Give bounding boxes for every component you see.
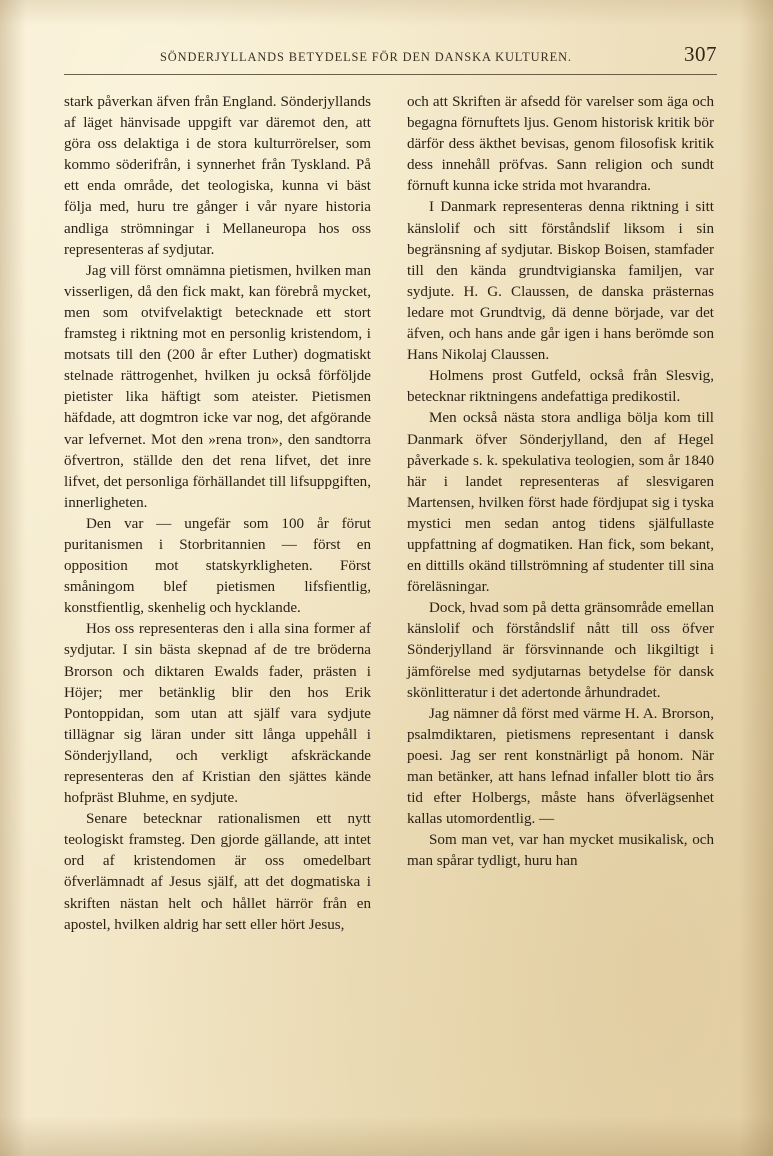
page-header <box>64 42 717 74</box>
column-right <box>407 92 714 1100</box>
paragraph: Den var — ungefär som 100 år förut puritanismen i Storbritannien — först en opposition mot statskyrkligheten. Först småningom blef pietismen lifsfientlig, konstfientlig, skenhelig och hycklande. <box>64 515 371 617</box>
running-head: SÖNDERJYLLANDS BETYDELSE FÖR DEN DANSKA KULTUREN. <box>160 50 572 64</box>
column-left <box>64 92 371 1100</box>
paragraph: I Danmark representeras denna riktning i sitt känslolif och sitt förståndslif liksom i sin begränsning af sydjutar. Biskop Boisen, stamfader till den kända grundtvigianska familjen, var sydjute. H. G. Claussen, de danska prästernas ledare mot Grundtvig, dä denne började, var det äfven, och hans ande går igen i hans berömde son Hans Nikolaj Claussen. <box>407 199 714 364</box>
paragraph: Jag vill först omnämna pietismen, hvilken man visserligen, då den fick makt, kan förebrå mycket, men som otvifvelaktigt betecknade ett stort framsteg i riktning mot en personlig kristendom, i motsats till den (200 år efter Luther) dogmatiskt stelnade rättrogenhet, hvilken ju också förföljde pietister lika häftigt som ateister. Pietismen häfdade, att dogmtron icke var nog, det afgörande var lefvernet. Mot den »rena tron», den sandtorra öfvertron, ställde den det rena lifvet, det inre lifvet, det personliga förhällandet till lifsuppgiften, innerligheten. <box>64 262 371 511</box>
text-columns <box>64 92 717 1100</box>
page-edge-shading-left <box>0 0 26 1156</box>
page-edge-shading-top <box>0 0 773 26</box>
paragraph: Senare betecknar rationalismen ett nytt teologiskt framsteg. Den gjorde gällande, att intet ord af kristendomen är oss omedelbart öfverlämnadt af Jesus själf, att det dogmatiska i skriften nästan helt och hållet härrör från en apostel, hvilken aldrig har sett eller hört Jesus, <box>64 811 371 933</box>
paragraph: Hos oss representeras den i alla sina former af sydjutar. I sin bästa skepnad af de tre bröderna Brorson och diktaren Ewalds fader, prästen i Höjer; mer betänklig blir den hos Erik Pontoppidan, som utan att själf vara sydjute tillägnar sig läran under sitt långa uppehåll i Sönderjylland, och verkligt afskräckande representeras den af Kristian den sjättes kände hofpräst Bluhme, en sydjute. <box>64 621 371 807</box>
paragraph: Holmens prost Gutfeld, också från Slesvig, betecknar riktningens andefattiga predikostil. <box>407 368 714 406</box>
page-number: 307 <box>684 42 717 66</box>
page-edge-shading-bottom <box>0 1116 773 1156</box>
header-rule <box>64 74 717 75</box>
paragraph: stark påverkan äfven från England. Sönderjyllands af läget hänvisade uppgift var däremot den, att göra oss delaktiga i de stora kulturrörelser, som kommo söderifrån, i synnerhet från Tyskland. På ett enda område, det teologiska, kunna vi bäst följa med, huru tre gånger i vår nyare historia andliga strömningar i Mellaneuropa hos oss representeras af sydjutar. <box>64 94 371 258</box>
page-edge-shading-right <box>739 0 773 1156</box>
paragraph: Jag nämner då först med värme H. A. Brorson, psalmdiktaren, pietismens representant i dansk poesi. Jag ser rent konstnärligt på honom. När man betänker, att hans lefnad infaller blott tio års tid efter Holbergs, måste hans öfverlägsenhet kallas utomordentlig. — <box>407 705 714 828</box>
paragraph: Som man vet, var han mycket musikalisk, och man spårar tydligt, huru han <box>407 832 714 870</box>
paragraph: Dock, hvad som på detta gränsområde emellan känslolif och förståndslif nått till oss öfver Sönderjylland är försvinnande och likgiltigt i jämförelse med sydjutarnas betydelse för dansk skönlitteratur i det adertonde århundradet. <box>407 600 714 701</box>
paragraph: och att Skriften är afsedd för varelser som äga och begagna förnuftets ljus. Genom historisk kritik bör därför dess äkthet bevisas, genom filosofisk kritik dess innehåll pröfvas. Sann religion och sundt förnuft kunna icke strida mot hvarandra. <box>407 94 714 195</box>
paragraph: Men också nästa stora andliga bölja kom till Danmark öfver Sönderjylland, den af Hegel påverkade s. k. spekulativa teologien, som år 1840 här i landet representeras af slesvigaren Martensen, hvilken först hade fördjupat sig i tyska mystici men sedan antog tidens själfullaste uppfattning af dogmatiken. Han fick, som bekant, en dittills okänd tillströmning af studenter till sina föreläsningar. <box>407 410 714 596</box>
